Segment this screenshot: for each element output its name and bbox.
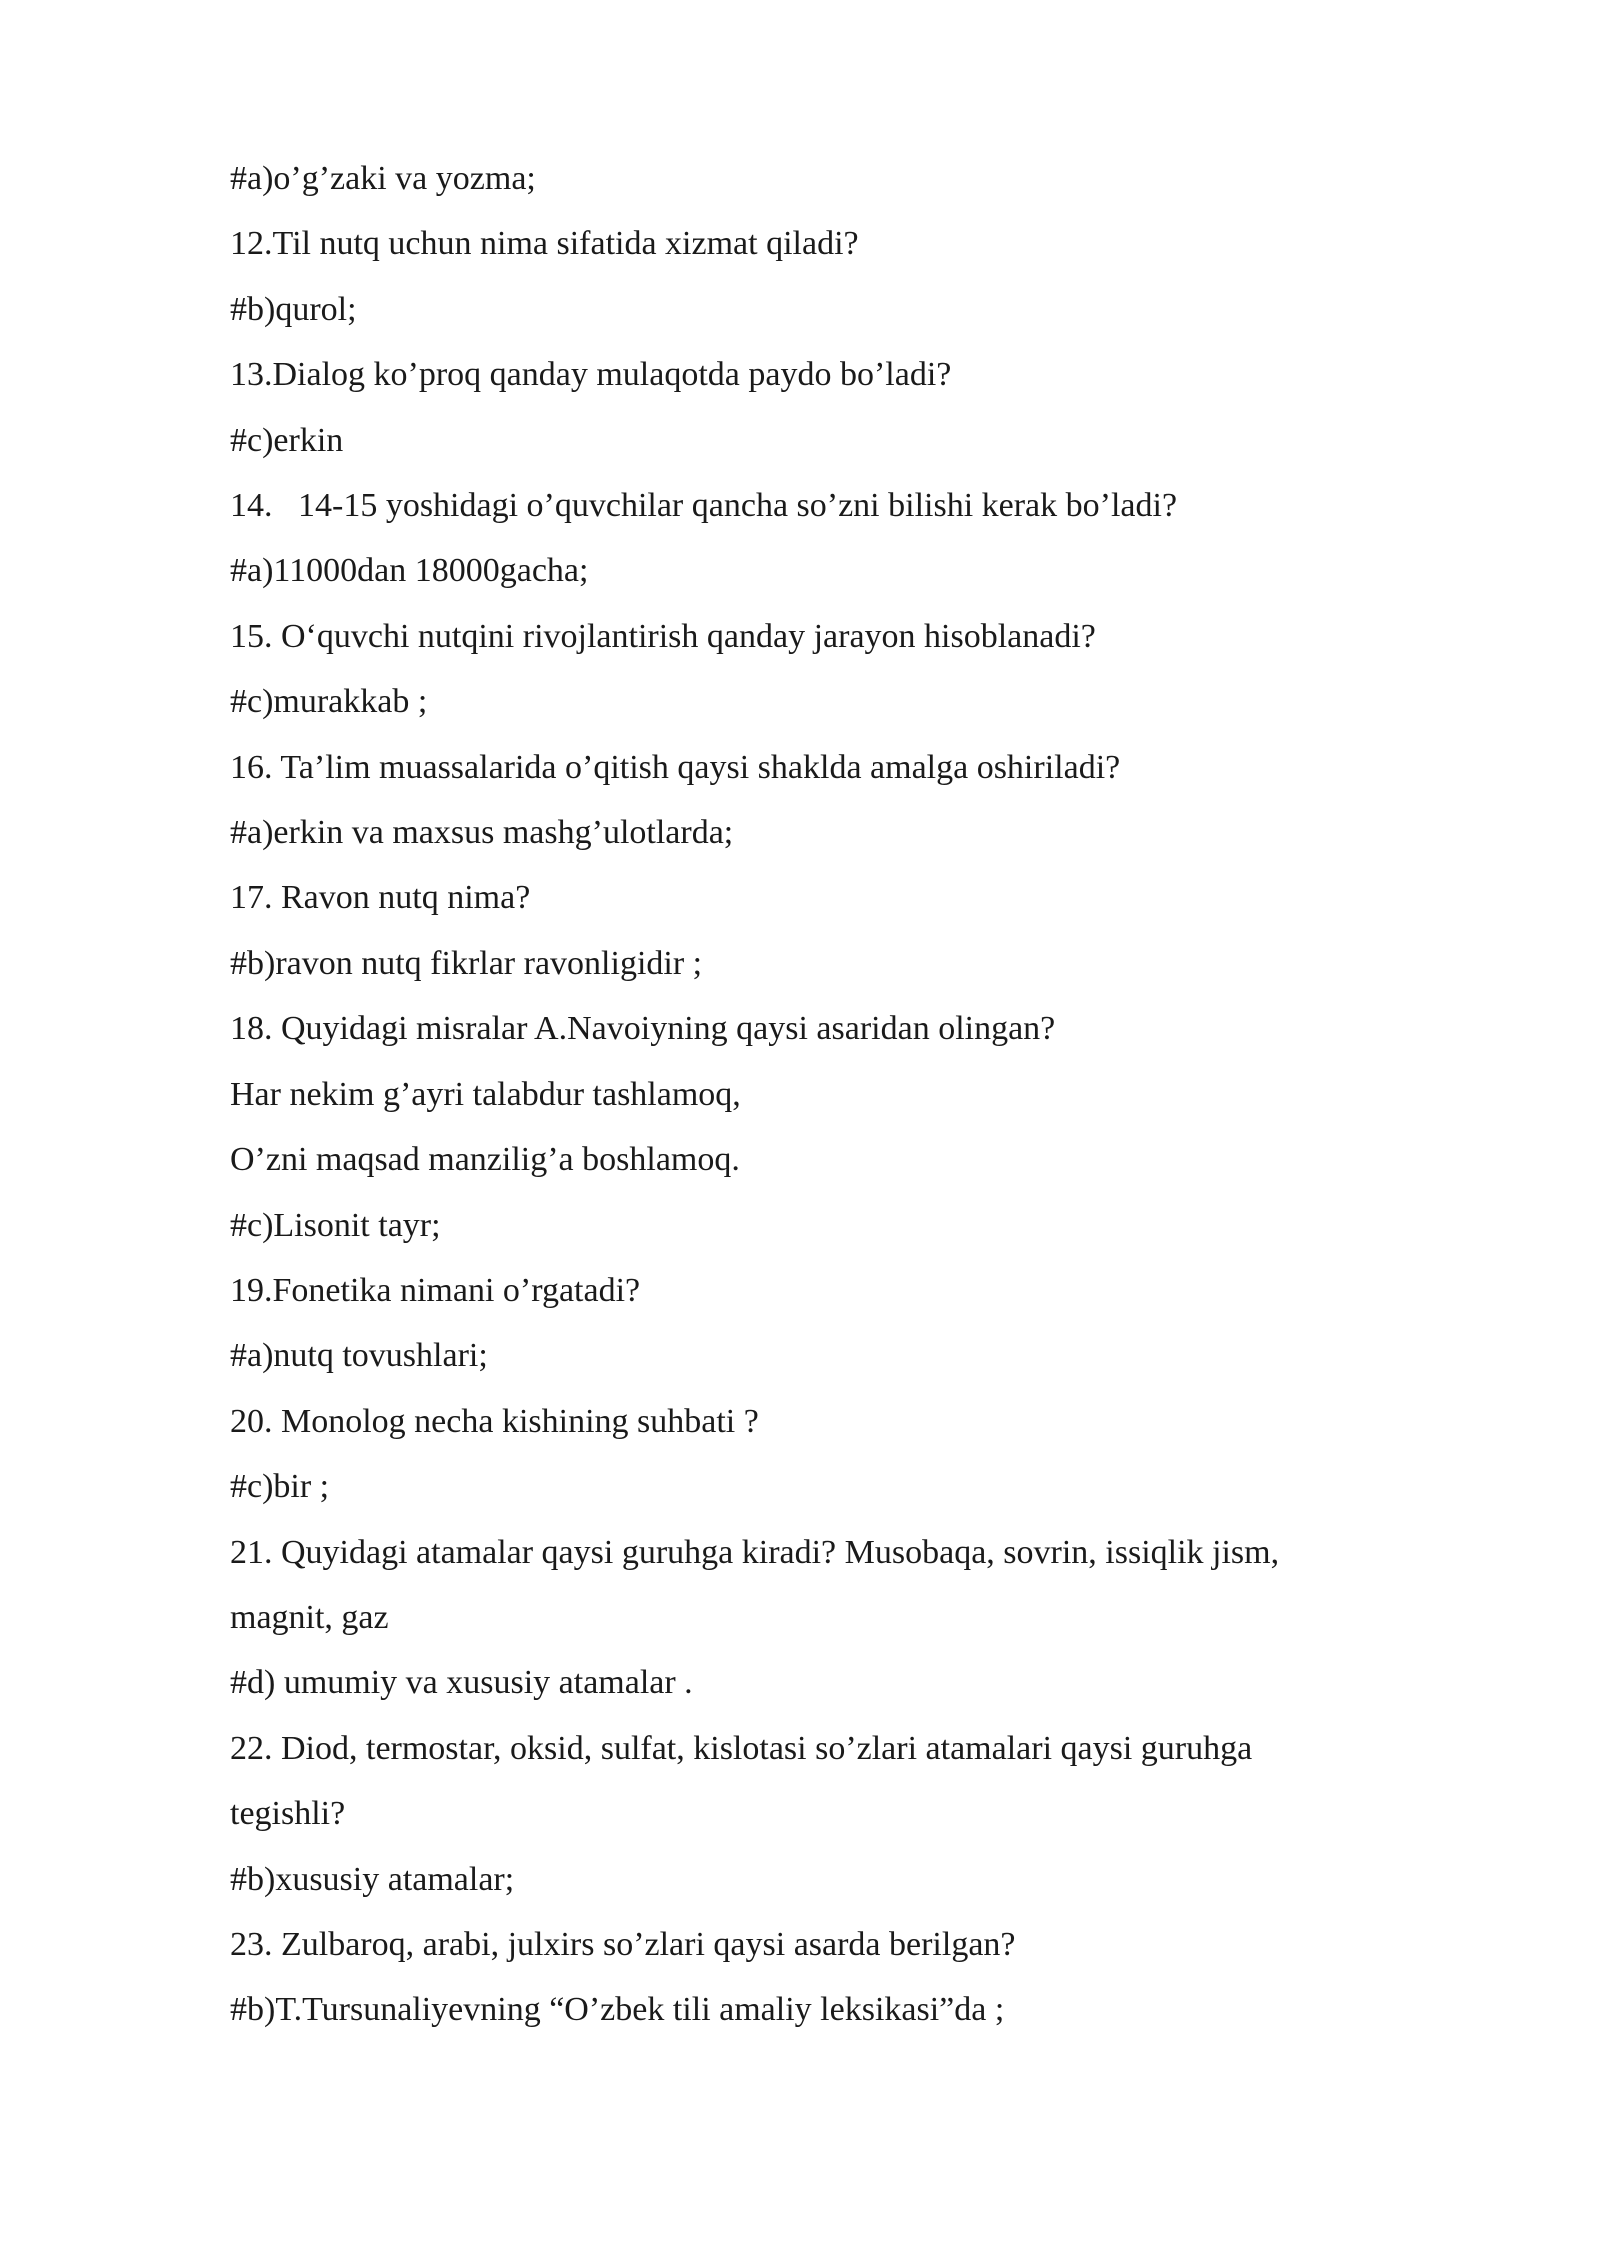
question-line: 17. Ravon nutq nima? [230,879,531,917]
question-line: 15. O‘quvchi nutqini rivojlantirish qanday jarayon hisoblanadi? [230,617,1096,655]
question-line-continued: magnit, gaz [230,1598,389,1636]
question-line: 14. 14-15 yoshidagi o’quvchilar qancha so’zni bilishi kerak bo’ladi? [230,487,1178,525]
question-line: 22. Diod, termostar, oksid, sulfat, kislotasi so’zlari atamalari qaysi guruhga [230,1729,1253,1767]
answer-line: #a)o’g’zaki va yozma; [230,160,536,197]
question-line: 18. Quyidagi misralar A.Navoiyning qaysi asaridan olingan? [230,1010,1056,1048]
answer-line: #b)qurol; [230,290,357,328]
answer-line: #c)murakkab ; [230,683,428,721]
question-line: 19.Fonetika nimani o’rgatadi? [230,1271,641,1309]
answer-line: #b)xususiy atamalar; [230,1860,515,1898]
answer-line: #c)erkin [230,421,344,459]
answer-line: #a)erkin va maxsus mashg’ulotlarda; [230,814,734,852]
answer-line: #a)11000dan 18000gacha; [230,552,589,590]
verse-line: Har nekim g’ayri talabdur tashlamoq, [230,1075,741,1113]
answer-line: #a)nutq tovushlari; [230,1337,488,1375]
verse-line: O’zni maqsad manzilig’a boshlamoq. [230,1141,740,1179]
answer-line: #b)ravon nutq fikrlar ravonligidir ; [230,944,703,982]
question-line: 23. Zulbaroq, arabi, julxirs so’zlari qaysi asarda berilgan? [230,1925,1016,1963]
question-line: 16. Ta’lim muassalarida o’qitish qaysi shaklda amalga oshiriladi? [230,748,1121,786]
answer-line: #c)bir ; [230,1468,330,1506]
question-line: 13.Dialog ko’proq qanday mulaqotda paydo bo’ladi? [230,356,952,394]
answer-line: #c)Lisonit tayr; [230,1206,441,1244]
answer-line: #b)T.Tursunaliyevning “O’zbek tili amaliy leksikasi”da ; [230,1991,1005,2029]
question-line: 20. Monolog necha kishining suhbati ? [230,1402,759,1440]
question-line-continued: tegishli? [230,1795,346,1833]
question-line: 12.Til nutq uchun nima sifatida xizmat qiladi? [230,225,859,263]
question-list [230,146,1410,2043]
answer-line: #d) umumiy va xususiy atamalar . [230,1664,693,1702]
question-line: 21. Quyidagi atamalar qaysi guruhga kiradi? Musobaqa, sovrin, issiqlik jism, [230,1533,1280,1571]
